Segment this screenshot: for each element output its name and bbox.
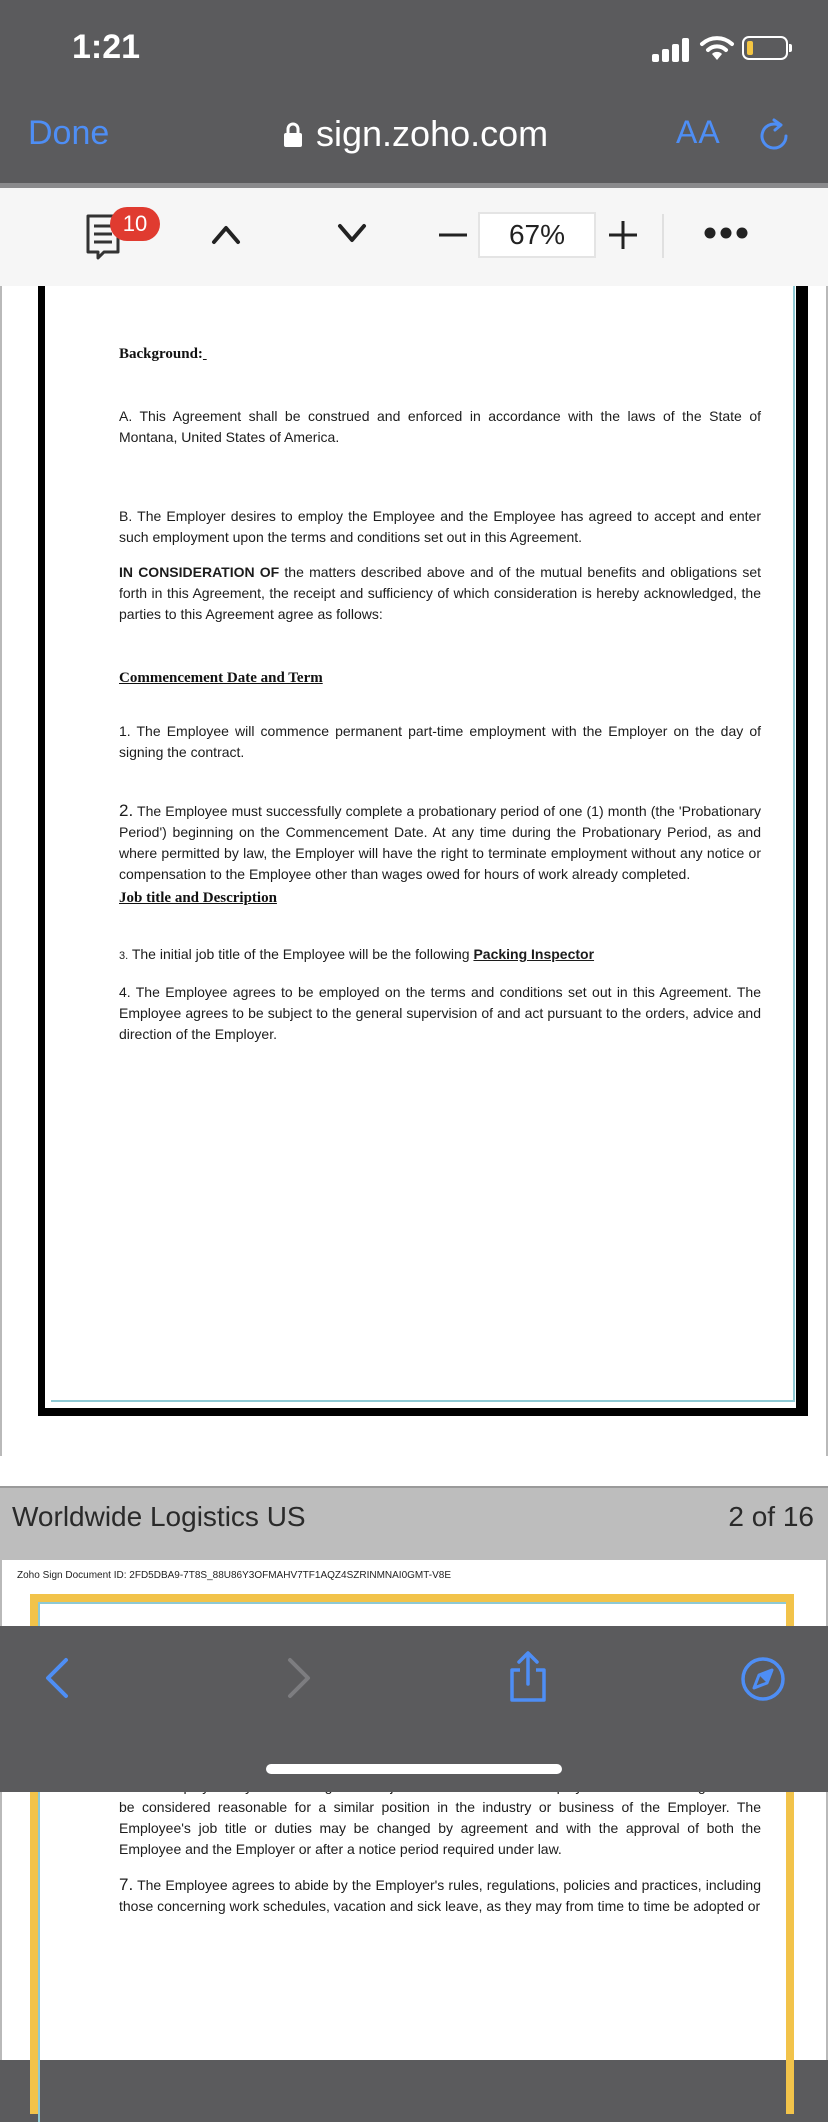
clause-2 [119, 800, 761, 885]
document-id: Zoho Sign Document ID: 2FD5DBA9-7T8S_88U86Y3OFMAHV7TF1AQZ4SZRINMNAI0GMT-V8E [17, 1570, 452, 1581]
commencement-heading: Commencement Date and Term [119, 670, 323, 686]
document-page-1 [0, 286, 828, 1456]
clause-7 [119, 1874, 761, 1917]
pdf-toolbar [0, 188, 828, 296]
clause-7-text: The Employee agrees to abide by the Employer's rules, regulations, policies and practices, including those concerning work schedules, vacation and sick leave, as they may from time to time be adopted or [119, 1877, 761, 1914]
chevron-down-icon[interactable] [336, 222, 368, 246]
reload-icon[interactable] [756, 118, 792, 154]
battery-icon [742, 36, 788, 60]
clause-4: 4. The Employee agrees to be employed on the terms and conditions set out in this Agreement. The Employee agrees to be subject to the general supervision of and act pursuant to the orders, advice and direction of the Employer. [119, 984, 761, 1042]
zoom-level-field[interactable]: 67% [478, 212, 596, 258]
back-icon[interactable] [42, 1656, 74, 1700]
wifi-icon [700, 34, 734, 62]
clause-3-number: 3. [119, 950, 129, 962]
chevron-up-icon[interactable] [210, 222, 242, 246]
consideration-lead: IN CONSIDERATION OF [119, 564, 280, 580]
clause-6: be considered reasonable for a similar position in the industry or business of the Employer. The Employee's job title or duties may be changed by agreement and with the approval of both the Employee and the Employer or after a notice period required under law. [119, 1799, 761, 1857]
consideration-text: the matters described above and of the mutual benefits and obligations set forth in this Agreement, the receipt and sufficiency of which consideration is hereby acknowledged, the parties to this Agreement agree as follows: [119, 564, 761, 622]
clause-7-number: 7. [119, 1875, 134, 1894]
background-heading: Background:​ [119, 346, 207, 362]
url-field[interactable]: sign.zoho.com [316, 113, 549, 154]
done-button[interactable]: Done [28, 114, 110, 152]
home-indicator[interactable] [266, 1764, 562, 1774]
paragraph-a: A. This Agreement shall be construed and enforced in accordance with the laws of the State of Montana, United States of America. [119, 408, 761, 445]
toolbar-divider [662, 214, 664, 258]
compass-icon[interactable] [740, 1656, 786, 1702]
annotation-count-badge: 10 [110, 207, 160, 241]
text-size-button[interactable]: AA [676, 114, 721, 150]
minus-icon[interactable] [436, 218, 470, 252]
clause-3 [119, 944, 761, 967]
clause-1: 1. The Employee will commence permanent part-time employment with the Employer on the day of signing the contract. [119, 723, 761, 760]
paragraph-b: B. The Employer desires to employ the Employee and the Employee has agreed to accept and enter such employment upon the terms and conditions set out in this Agreement. [119, 508, 761, 545]
more-icon[interactable] [704, 225, 748, 241]
forward-icon[interactable] [282, 1656, 314, 1700]
clause-2-number: 2. [119, 801, 134, 820]
status-time: 1:21 [72, 28, 141, 66]
clause-2-text: The Employee must successfully complete a probationary period of one (1) month (the 'Probationary Period') beginning on the Commencement Date. At any time during the Probationary Period, as and where permitted by law, the Employer will have the right to terminate employment without any notice or compensation to the Employee other than wages owed for hours of work already completed. [119, 803, 761, 882]
job-title-heading: Job title and Description [119, 890, 277, 906]
footer-company-name: Worldwide Logistics US [12, 1501, 306, 1532]
lock-icon [283, 122, 303, 148]
page-indicator: 2 of 16 [728, 1501, 814, 1532]
share-icon[interactable] [508, 1650, 548, 1704]
document-viewport[interactable] [0, 296, 828, 1914]
job-title-value[interactable]: Packing Inspector [473, 946, 595, 962]
signal-icon [652, 36, 692, 62]
consideration-paragraph [119, 562, 761, 625]
clause-3-text: The initial job title of the Employee will be the following [128, 946, 474, 962]
plus-icon[interactable] [606, 218, 640, 252]
